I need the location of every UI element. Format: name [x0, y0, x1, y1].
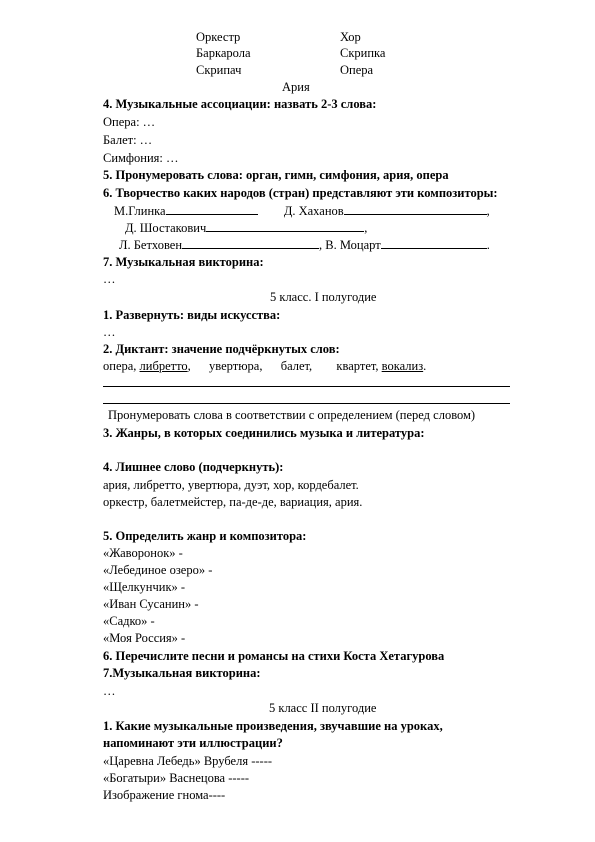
- answer-rule: [103, 403, 510, 404]
- composer-mozart: , В. Моцарт: [319, 238, 381, 252]
- word-ballet: балет,: [280, 359, 313, 373]
- ellipsis: …: [103, 684, 116, 698]
- composer-line-3: Л. Бетховен , В. Моцарт .: [119, 238, 490, 252]
- work-item: «Моя Россия» -: [103, 631, 186, 645]
- question-3-genres: 3. Жанры, в которых соединились музыка и литература:: [103, 426, 425, 440]
- work-item: «Щелкунчик» -: [103, 580, 186, 594]
- question-4-associations: 4. Музыкальные ассоциации: назвать 2-3 слова:: [103, 97, 377, 111]
- question-4-odd-word: 4. Лишнее слово (подчеркнуть):: [103, 460, 284, 474]
- word-libretto-underlined: либретто: [139, 359, 188, 373]
- composer-khakhanov: Д. Хаханов: [283, 204, 344, 218]
- word-quartet: квартет,: [336, 359, 379, 373]
- word-vocalise-underlined: вокализ: [381, 359, 424, 373]
- blank-line: [381, 237, 487, 249]
- work-item: «Жаворонок» -: [103, 546, 183, 560]
- answer-line-opera: Опера: …: [103, 115, 156, 129]
- answer-line-ballet: Балет: …: [103, 133, 153, 147]
- grid-word: Баркарола: [196, 46, 251, 60]
- question-6-composers: 6. Творчество каких народов (стран) представляют эти композиторы:: [103, 186, 498, 200]
- question-5-numbering: 5. Пронумеровать слова: орган, гимн, симфония, ария, опера: [103, 168, 449, 182]
- blank-line: [344, 203, 487, 215]
- grid-word: Оркестр: [196, 30, 241, 44]
- question-1-arts: 1. Развернуть: виды искусства:: [103, 308, 281, 322]
- question-6-songs: 6. Перечислите песни и романсы на стихи Коста Хетагурова: [103, 649, 445, 663]
- question-1-illustrations: 1. Какие музыкальные произведения, звучавшие на уроках,: [103, 719, 443, 733]
- painting-item: «Богатыри» Васнецова -----: [103, 771, 250, 785]
- painting-item: «Царевна Лебедь» Врубеля -----: [103, 754, 273, 768]
- answer-line-symphony: Симфония: …: [103, 151, 179, 165]
- composer-glinka: М.Глинка: [114, 204, 166, 218]
- word-opera: опера,: [103, 359, 137, 373]
- section-header-grade5-h1: 5 класс. I полугодие: [270, 290, 377, 304]
- grid-word: Скрипач: [196, 63, 242, 77]
- work-item: «Иван Сусанин» -: [103, 597, 199, 611]
- numbering-instruction: Пронумеровать слова в соответствии с определением (перед словом): [108, 408, 476, 422]
- grid-word: Ария: [282, 80, 310, 94]
- section-header-grade5-h2: 5 класс II полугодие: [269, 701, 377, 715]
- composer-shostakovich: Д. Шостакович: [125, 221, 207, 235]
- composer-line-2: Д. Шостакович ,: [125, 221, 368, 235]
- painting-item: Изображение гнома----: [103, 788, 226, 802]
- work-item: «Садко» -: [103, 614, 155, 628]
- question-2-dictation: 2. Диктант: значение подчёркнутых слов:: [103, 342, 340, 356]
- grid-word: Хор: [340, 30, 361, 44]
- dictation-words: опера, либретто, увертюра, балет, квартет, вокализ.: [103, 359, 427, 373]
- question-5-genre-composer: 5. Определить жанр и композитора:: [103, 529, 307, 543]
- grid-word: Опера: [340, 63, 374, 77]
- blank-line: [182, 237, 319, 249]
- composer-beethoven: Л. Бетховен: [119, 238, 183, 252]
- word-list-1: ария, либретто, увертюра, дуэт, хор, кордебалет.: [103, 478, 359, 492]
- ellipsis: …: [103, 272, 116, 286]
- composer-line-1: М.Глинка Д. Хаханов ,: [114, 204, 490, 218]
- question-7-quiz: 7.Музыкальная викторина:: [103, 666, 261, 680]
- work-item: «Лебединое озеро» -: [103, 563, 213, 577]
- question-1-illustrations-cont: напоминают эти иллюстрации?: [103, 736, 283, 750]
- grid-word: Скрипка: [340, 46, 386, 60]
- blank-line: [206, 220, 364, 232]
- word-overture: увертюра,: [209, 359, 263, 373]
- answer-rule: [103, 386, 510, 387]
- question-7-quiz: 7. Музыкальная викторина:: [103, 255, 264, 269]
- word-list-2: оркестр, балетмейстер, па-де-де, вариация, ария.: [103, 495, 363, 509]
- blank-line: [166, 203, 258, 215]
- ellipsis: …: [103, 325, 116, 339]
